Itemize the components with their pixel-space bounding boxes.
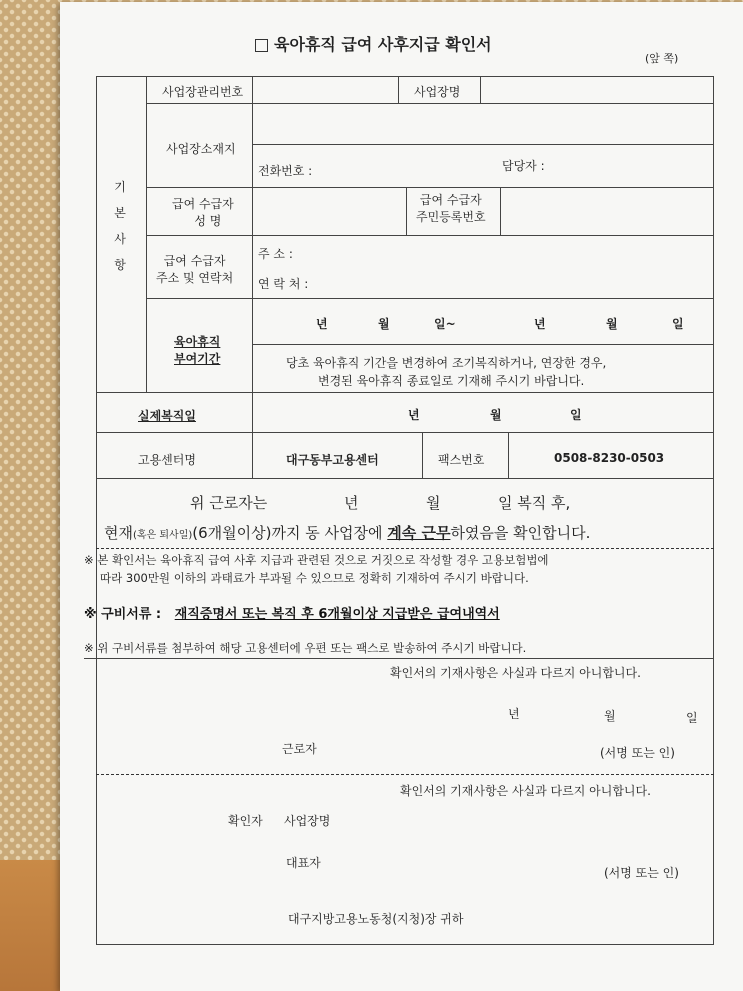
table-right-border	[713, 76, 714, 944]
row7-bottom	[96, 478, 714, 479]
row1-divider-b	[480, 76, 481, 103]
period-end-year: 년	[534, 317, 546, 331]
center-label: 고용센터명	[138, 453, 196, 467]
row5-bottom	[96, 392, 714, 393]
confirm-line1-start: 위 근로자는	[190, 494, 268, 512]
business-number-label: 사업장관리번호	[162, 85, 244, 99]
return-month: 월	[490, 408, 502, 422]
confirm-line2: 현재(혹은 퇴사일)(6개월이상)까지 동 사업장에 계속 근무하였음을 확인합니다.	[104, 524, 591, 542]
checkbox-icon[interactable]	[255, 39, 268, 52]
contact-label: 연 락 처 :	[258, 277, 309, 291]
period-end-month: 월	[606, 317, 618, 331]
confirm-year: 년	[344, 494, 359, 512]
period-inner-line	[252, 344, 714, 345]
worker-dashed-line	[96, 774, 714, 775]
address-inner-line	[252, 144, 714, 145]
representative-label: 대표자	[286, 856, 321, 870]
recipient-contact-label: 급여 수급자 주소 및 연락처	[156, 254, 234, 285]
row3-divider-a	[406, 187, 407, 235]
table-bottom-border	[96, 944, 714, 945]
fax-value: 0508-8230-0503	[554, 451, 665, 465]
worker-year: 년	[508, 707, 520, 721]
worker-sign-label[interactable]: (서명 또는 인)	[600, 746, 675, 760]
row2-bottom	[146, 187, 714, 188]
confirmation-form	[60, 2, 743, 991]
period-note-1: 당초 육아휴직 기간을 변경하여 조기복직하거나, 연장한 경우,	[286, 356, 607, 370]
row7-divider-b	[422, 432, 423, 478]
period-start-year: 년	[316, 317, 328, 331]
return-year: 년	[408, 408, 420, 422]
phone-label: 전화번호 :	[258, 164, 313, 178]
employer-business-name-label: 사업장명	[284, 814, 331, 828]
worker-month: 월	[604, 709, 616, 723]
recipient-name-label: 급여 수급자 성 명	[172, 197, 234, 228]
return-date-label: 실제복직일	[138, 409, 196, 423]
row1-divider-a	[398, 76, 399, 103]
table-top-border	[96, 76, 714, 77]
employer-statement: 확인서의 기재사항은 사실과 다르지 아니합니다.	[400, 784, 651, 798]
return-day: 일	[570, 408, 582, 422]
employer-sign-label[interactable]: (서명 또는 인)	[604, 866, 679, 880]
worker-day: 일	[686, 711, 698, 725]
row3-bottom	[146, 235, 714, 236]
recipient-id-label: 급여 수급자 주민등록번호	[416, 193, 486, 224]
confirm-line1-end: 일 복직 후,	[498, 494, 571, 512]
business-address-label: 사업장소재지	[166, 142, 236, 156]
row6-bottom	[96, 432, 714, 433]
worker-statement: 확인서의 기재사항은 사실과 다르지 아니합니다.	[390, 666, 641, 680]
required-docs: ※ 구비서류 : 재직증명서 또는 복직 후 6개월이상 지급받은 급여내역서	[84, 607, 500, 622]
basic-section-divider	[146, 76, 147, 392]
row4-bottom	[146, 298, 714, 299]
leave-period-label: 육아휴직 부여기간	[174, 335, 221, 366]
page-side-label: (앞 쪽)	[645, 52, 679, 65]
center-value: 대구동부고용센터	[286, 453, 379, 467]
row1-bottom	[146, 103, 714, 104]
addressee: 대구지방고용노동청(지청)장 귀하	[288, 912, 464, 926]
table-left-border	[96, 76, 97, 944]
worker-label: 근로자	[282, 742, 317, 756]
manager-label: 담당자 :	[502, 159, 545, 173]
period-start-month: 월	[378, 317, 390, 331]
row7-divider-c	[508, 432, 509, 478]
row3-divider-b	[500, 187, 501, 235]
basic-section-label: 기본사항	[114, 180, 126, 272]
row6-divider	[252, 392, 253, 432]
row7-divider-a	[252, 432, 253, 478]
address-label: 주 소 :	[258, 247, 293, 261]
confirmer-label: 확인자	[228, 814, 263, 828]
confirm-dashed-line	[96, 548, 714, 549]
business-name-label: 사업장명	[414, 85, 461, 99]
note2: ※ 위 구비서류를 첨부하여 해당 고용센터에 우편 또는 팩스로 발송하여 주시기 바랍니다.	[84, 641, 527, 655]
note1-line2: 따라 300만원 이하의 과태료가 부과될 수 있으므로 정확히 기재하여 주시기 바랍니다.	[100, 571, 529, 585]
confirm-month: 월	[426, 494, 441, 512]
note1-line1: ※ 본 확인서는 육아휴직 급여 사후 지급과 관련된 것으로 거짓으로 작성할 경우 고용보험법에	[84, 553, 549, 567]
period-start-day: 일~	[434, 317, 456, 331]
period-note-2: 변경된 육아휴직 종료일로 기재해 주시기 바랍니다.	[318, 374, 585, 388]
notes-bottom	[84, 658, 714, 659]
period-end-day: 일	[672, 317, 684, 331]
form-title: 육아휴직 급여 사후지급 확인서	[255, 32, 492, 55]
fax-label: 팩스번호	[438, 453, 485, 467]
